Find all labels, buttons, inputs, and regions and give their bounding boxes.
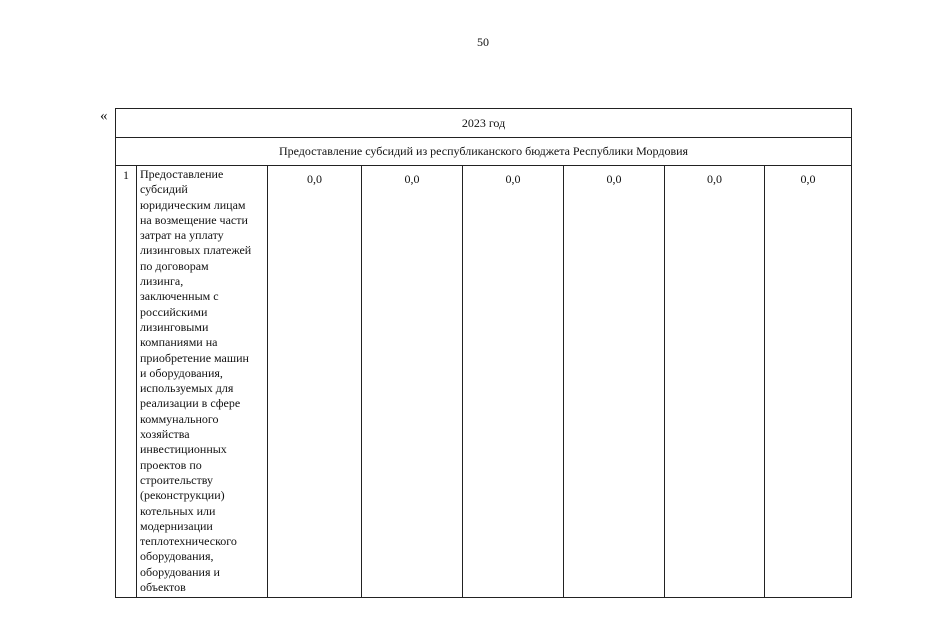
description-line: приобретение машин xyxy=(140,350,249,365)
description-line: по договорам xyxy=(140,258,209,273)
row-description xyxy=(137,166,268,598)
description-line: строительству xyxy=(140,472,213,487)
description-line: Предоставление xyxy=(140,167,224,181)
description-line: инвестиционных xyxy=(140,442,227,457)
description-line: на возмещение части xyxy=(140,212,248,227)
description-line: субсидий xyxy=(140,182,188,197)
year-header: 2023 год xyxy=(116,109,852,138)
description-line: юридическим лицам xyxy=(140,197,246,212)
page-number: 50 xyxy=(477,35,489,49)
description-line: котельных или xyxy=(140,503,216,518)
description-line: затрат на уплату xyxy=(140,228,224,243)
description-line: лизинга, xyxy=(140,274,184,289)
description-line: оборудования, xyxy=(140,549,214,564)
row-number: 1 xyxy=(116,166,137,598)
table-row xyxy=(116,166,852,598)
description-line: коммунального xyxy=(140,411,219,426)
description-line: российскими xyxy=(140,304,208,319)
subsidy-table xyxy=(115,108,852,598)
value-cell-2: 0,0 xyxy=(362,166,463,598)
description-line: (реконструкции) xyxy=(140,488,225,503)
description-line: проектов по xyxy=(140,457,202,472)
value-cell-4: 0,0 xyxy=(564,166,665,598)
description-line: заключенным с xyxy=(140,289,219,304)
description-line: компаниями на xyxy=(140,335,218,350)
description-line: оборудования и xyxy=(140,564,220,579)
description-line: модернизации xyxy=(140,518,213,533)
value-cell-3: 0,0 xyxy=(463,166,564,598)
section-header: Предоставление субсидий из республиканского бюджета Республики Мордовия xyxy=(116,138,852,166)
description-line: реализации в сфере xyxy=(140,396,241,411)
value-cell-5: 0,0 xyxy=(665,166,765,598)
opening-quote-mark: « xyxy=(100,108,108,124)
description-line: хозяйства xyxy=(140,427,190,442)
description-line: объектов xyxy=(140,580,186,595)
year-header-row xyxy=(116,109,852,138)
description-line: и оборудования, xyxy=(140,365,223,380)
description-line: лизинговых платежей xyxy=(140,243,252,258)
description-line: используемых для xyxy=(140,381,234,396)
description-line: теплотехнического xyxy=(140,534,237,549)
description-line: лизинговыми xyxy=(140,319,209,334)
value-cell-1: 0,0 xyxy=(268,166,362,598)
section-header-row xyxy=(116,138,852,166)
value-cell-6: 0,0 xyxy=(765,166,852,598)
